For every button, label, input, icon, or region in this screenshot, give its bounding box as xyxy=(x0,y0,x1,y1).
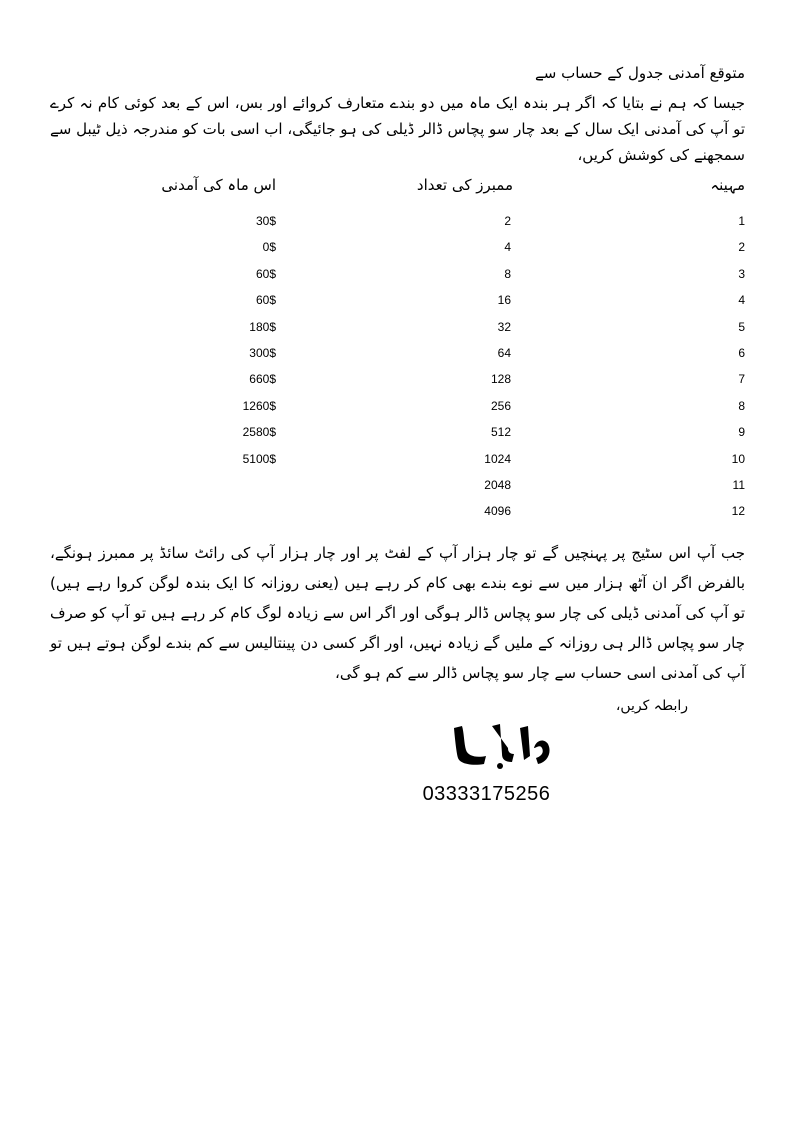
explanation-paragraph: جب آپ اس سٹیج پر پہنچیں گے تو چار ہزار آپ کے لفٹ پر اور چار ہزار آپ کی رائٹ سائڈ پر ممبرز ہونگے، بالفرض اگر ان آٹھ ہزار میں سے نوے بندے بھی کام کر رہے ہیں (یعنی روزانہ کا ایک بندہ لوگن کروا رہے ہیں) تو آپ کی آمدنی ڈیلی کی چار سو پچاس ڈالر ہوگی اور اگر اس سے زیادہ لوگ کام کر رہے ہیں تو آپ کو صرف چار سو پچاس ڈالر ہی روزانہ کے ملیں گے زیادہ نہیں، اور اگر کسی دن پینتالیس سے کم بندے لوگن ہوتے ہیں تو آپ کی آمدنی اسی حساب سے چار سو پچاس ڈالر سے کم ہو گی، xyxy=(50,544,745,682)
cell-members: 4096 xyxy=(484,504,511,519)
cell-members: 128 xyxy=(490,372,511,387)
cell-income: 5100$ xyxy=(242,451,276,466)
cell-income: 300$ xyxy=(249,345,276,360)
table-row xyxy=(0,210,793,236)
cell-month: 8 xyxy=(738,398,745,413)
table-row xyxy=(0,474,793,500)
cell-month: 6 xyxy=(738,345,745,360)
cell-income: 180$ xyxy=(249,319,276,334)
table-row xyxy=(0,368,793,394)
signature-logo xyxy=(440,718,560,770)
cell-members: 2048 xyxy=(484,477,511,492)
cell-month: 12 xyxy=(731,504,745,519)
cell-month: 10 xyxy=(731,451,745,466)
cell-income: 2580$ xyxy=(242,425,276,440)
cell-month: 1 xyxy=(738,214,745,228)
header-members: ممبرز کی تعداد xyxy=(416,176,513,194)
cell-income: 1260$ xyxy=(242,398,276,413)
cell-month: 9 xyxy=(738,425,745,440)
cell-members: 8 xyxy=(504,266,511,281)
income-table xyxy=(0,210,793,527)
cell-income: 60$ xyxy=(255,293,276,308)
table-row xyxy=(0,316,793,342)
cell-month: 4 xyxy=(738,293,745,308)
document-heading: متوقع آمدنی جدول کے حساب سے xyxy=(535,64,745,82)
cell-members: 1024 xyxy=(484,451,511,466)
cell-income: 660$ xyxy=(249,372,276,387)
table-row xyxy=(0,421,793,447)
header-month: مہینہ xyxy=(710,176,745,194)
cell-members: 256 xyxy=(490,398,511,413)
table-row xyxy=(0,342,793,368)
cell-members: 2 xyxy=(504,214,511,228)
table-row xyxy=(0,263,793,289)
header-income: اس ماہ کی آمدنی xyxy=(161,176,276,194)
cell-month: 11 xyxy=(732,477,745,492)
table-row xyxy=(0,395,793,421)
cell-members: 512 xyxy=(490,425,511,440)
cell-income: 30$ xyxy=(255,214,276,228)
cell-income: 60$ xyxy=(255,266,276,281)
table-row xyxy=(0,289,793,315)
intro-paragraph: جیسا کہ ہم نے بتایا کہ اگر ہر بندہ ایک ماہ میں دو بندے متعارف کروائے اور بس، اس کے بعد کوئی کام نہ کرے تو آپ کی آمدنی ایک سال کے بعد چار سو پچاس ڈالر ڈیلی کی ہو جائیگی، اب اسی بات کو مندرجہ ذیل ٹیبل سے سمجھنے کی کوشش کریں، xyxy=(50,94,745,164)
cell-members: 64 xyxy=(497,345,511,360)
contact-label: رابطہ کریں، xyxy=(615,698,688,714)
cell-month: 2 xyxy=(738,240,745,255)
table-row xyxy=(0,448,793,474)
table-row xyxy=(0,500,793,526)
table-row xyxy=(0,236,793,262)
cell-income: 0$ xyxy=(262,240,276,255)
phone-number: 03333175256 xyxy=(422,783,551,805)
cell-members: 4 xyxy=(504,240,511,255)
cell-month: 5 xyxy=(738,319,745,334)
cell-month: 3 xyxy=(738,266,745,281)
cell-members: 32 xyxy=(497,319,511,334)
cell-month: 7 xyxy=(738,372,745,387)
cell-members: 16 xyxy=(497,293,511,308)
